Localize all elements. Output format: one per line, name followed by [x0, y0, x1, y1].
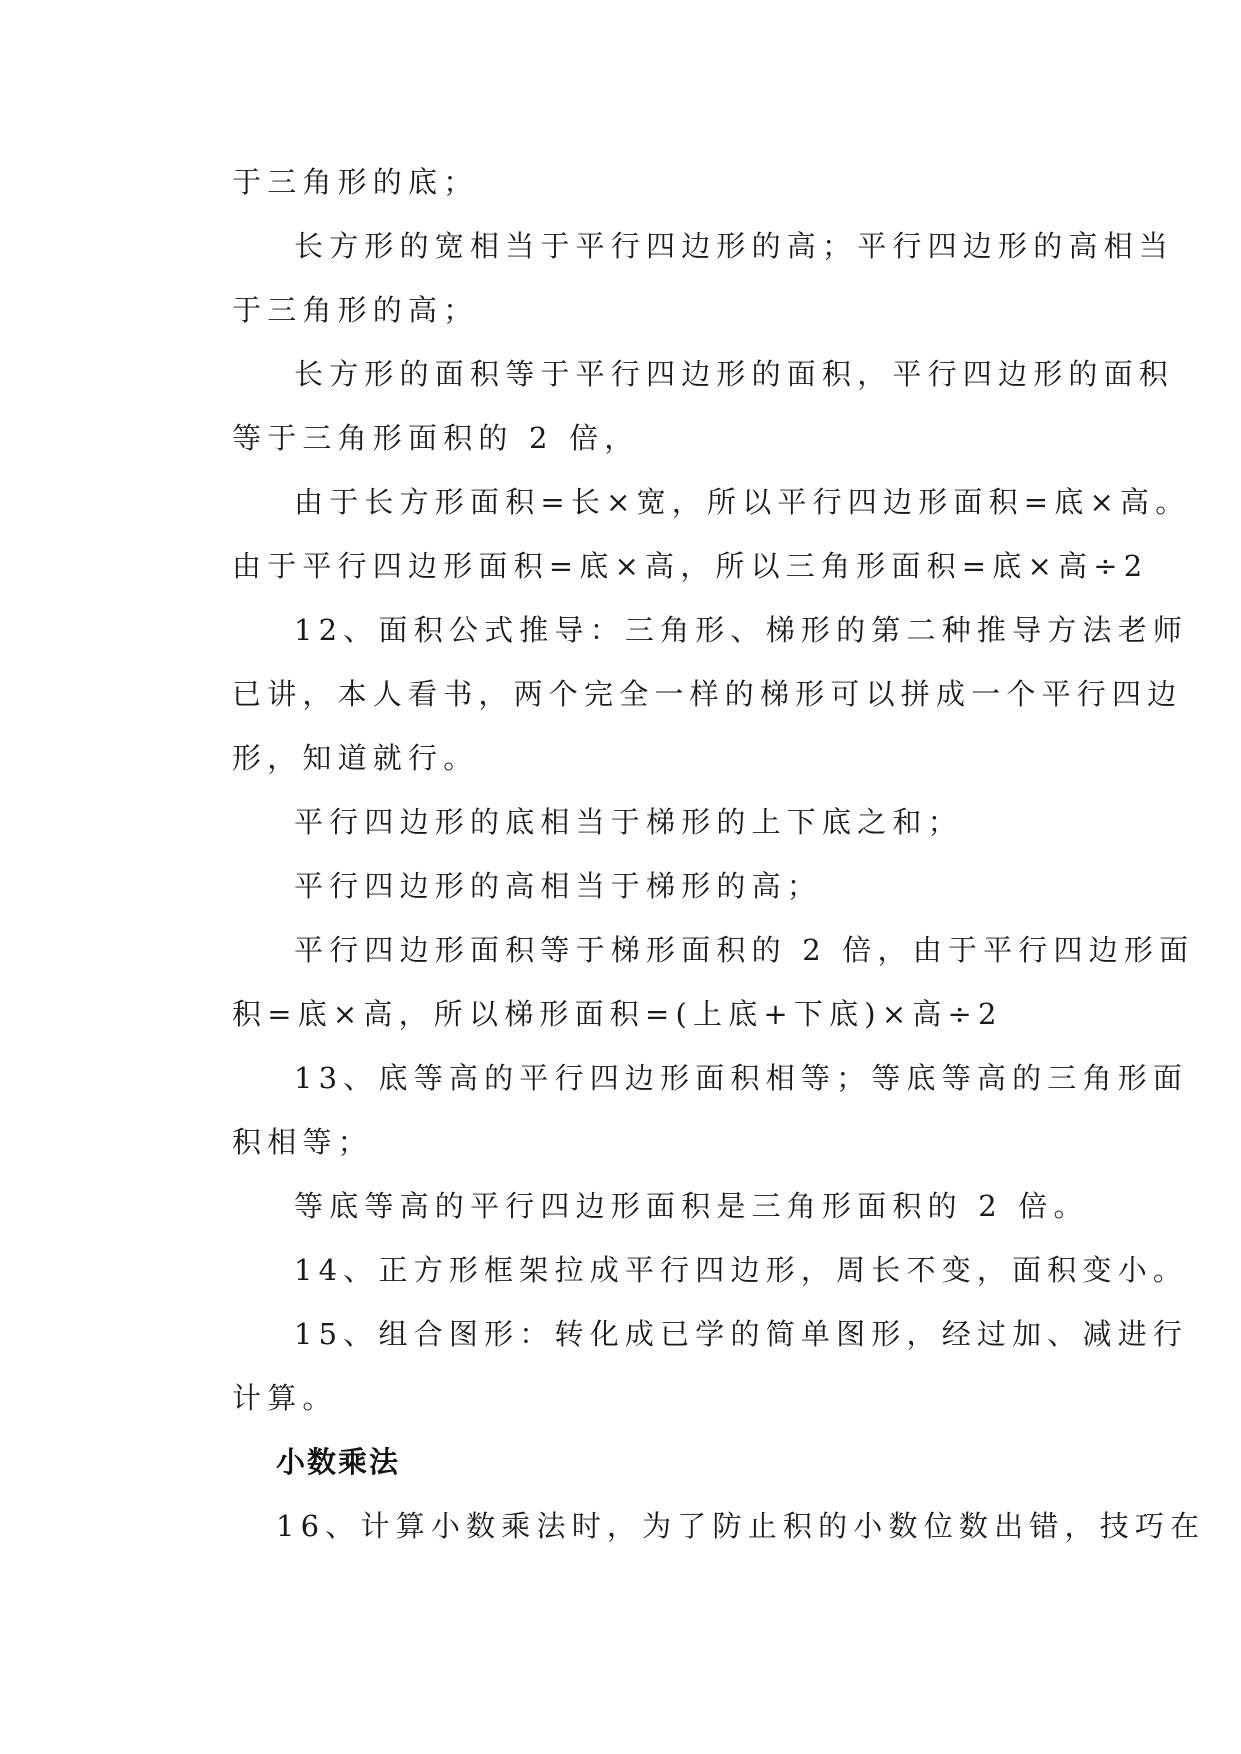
- text-line: 16、计算小数乘法时，为了防止积的小数位数出错，技巧在: [276, 1509, 1206, 1543]
- text-line: 由于长方形面积=长×宽，所以平行四边形面积=底×高。: [294, 485, 1191, 519]
- text-line: 平行四边形面积等于梯形面积的 2 倍，由于平行四边形面: [294, 933, 1195, 967]
- text-line: 积相等；: [232, 1125, 373, 1159]
- text-line: 积=底×高，所以梯形面积=(上底+下底)×高÷2: [232, 997, 1003, 1031]
- text-line: 15、组合图形：转化成已学的简单图形，经过加、减进行: [294, 1317, 1189, 1351]
- text-line: 已讲，本人看书，两个完全一样的梯形可以拼成一个平行四边: [232, 677, 1183, 711]
- text-line: 等底等高的平行四边形面积是三角形面积的 2 倍。: [294, 1189, 1089, 1223]
- text-line: 于三角形的高；: [232, 293, 479, 327]
- text-line: 形，知道就行。: [232, 741, 479, 775]
- text-line: 平行四边形的高相当于梯形的高；: [294, 869, 823, 903]
- section-heading: 小数乘法: [276, 1445, 401, 1479]
- text-line: 长方形的面积等于平行四边形的面积，平行四边形的面积: [294, 357, 1175, 391]
- text-line: 计算。: [232, 1381, 338, 1415]
- text-line: 于三角形的底；: [232, 165, 479, 199]
- text-line: 等于三角形面积的 2 倍，: [232, 421, 640, 455]
- text-line: 长方形的宽相当于平行四边形的高；平行四边形的高相当: [294, 229, 1175, 263]
- text-line: 平行四边形的底相当于梯形的上下底之和；: [294, 805, 963, 839]
- text-line: 13、底等高的平行四边形面积相等；等底等高的三角形面: [294, 1061, 1189, 1095]
- text-line: 14、正方形框架拉成平行四边形，周长不变，面积变小。: [294, 1253, 1189, 1287]
- text-line: 12、面积公式推导：三角形、梯形的第二种推导方法老师: [294, 613, 1189, 647]
- text-line: 由于平行四边形面积=底×高，所以三角形面积=底×高÷2: [232, 549, 1149, 583]
